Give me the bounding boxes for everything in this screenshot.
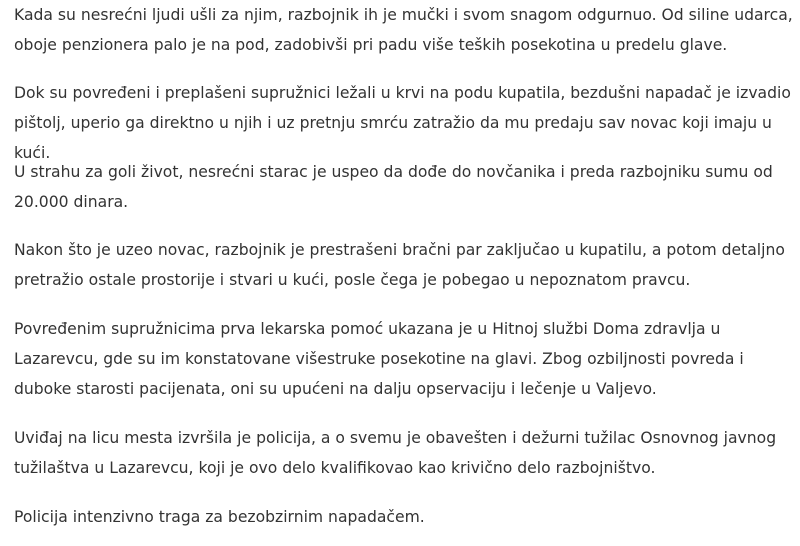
article-paragraph: Povređenim supružnicima prva lekarska pomoć ukazana je u Hitnoj službi Doma zdravlja u Lazarevcu, gde su im konstatovane višestruke posekotine na glavi. Zbog ozbiljnosti povreda i duboke starosti pacijenata, oni su upućeni na dalju opservaciju i lečenje u Valjevo.	[14, 320, 744, 399]
article-paragraph: Nakon što je uzeo novac, razbojnik je prestrašeni bračni par zaključao u kupatilu, a potom detaljno pretražio ostale prostorije i stvari u kući, posle čega je pobegao u nepoznatom pravcu.	[14, 241, 785, 290]
article-paragraph: Uviđaj na licu mesta izvršila je policija, a o svemu je obavešten i dežurni tužilac Osnovnog javnog tužilaštva u Lazarevcu, koji je ovo delo kvalifikovao kao krivično delo razbojništvo.	[14, 429, 777, 478]
article-paragraph: Policija intenzivno traga za bezobzirnim napadačem.	[14, 508, 425, 526]
article-paragraph: Dok su povređeni i preplašeni supružnici ležali u krvi na podu kupatila, bezdušni napadač je izvadio pištolj, uperio ga direktno u njih i uz pretnju smrću zatražio da mu predaju sav novac koji imaju u kući.	[14, 84, 791, 163]
article-paragraph: Kada su nesrećni ljudi ušli za njim, razbojnik ih je mučki i svom snagom odgurnuo. Od siline udarca, oboje penzionera palo je na pod, zadobivši pri padu više teških posekotina u predelu glave.	[14, 6, 793, 55]
article-paragraph: U strahu za goli život, nesrećni starac je uspeo da dođe do novčanika i preda razbojniku sumu od 20.000 dinara.	[14, 163, 773, 212]
